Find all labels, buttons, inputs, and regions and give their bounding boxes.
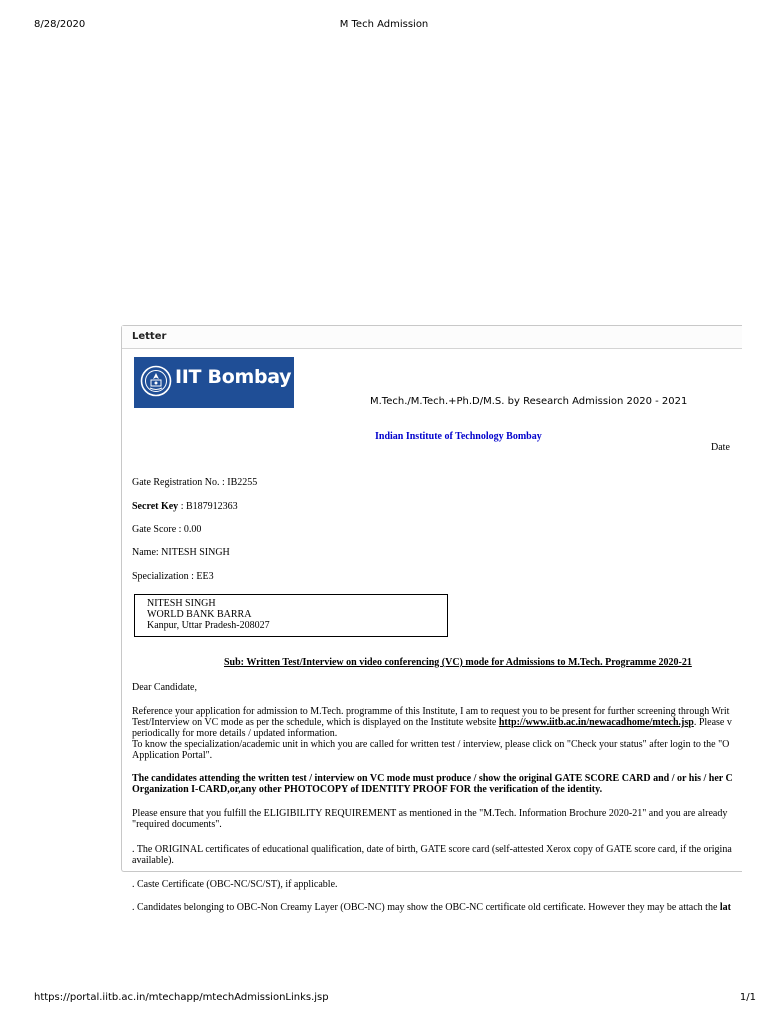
print-date: 8/28/2020 <box>34 19 86 30</box>
paragraph-id-proof <box>132 773 772 795</box>
institute-website-link[interactable]: http://www.iitb.ac.in/newacadhome/mtech.jsp <box>498 717 694 728</box>
print-url: https://portal.iitb.ac.in/mtechapp/mtechAdmissionLinks.jsp <box>34 992 329 1003</box>
institute-name: Indian Institute of Technology Bombay <box>375 431 542 442</box>
para-line: The candidates attending the written test / interview on VC mode must produce / show the original GATE SCORE CARD and / or his / her C <box>132 773 733 784</box>
letter-subject: Sub: Written Test/Interview on video conferencing (VC) mode for Admissions to M.Tech. Programme 2020-21 <box>224 657 692 668</box>
para-line: Reference your application for admission to M.Tech. programme of this Institute, I am to request you to be present for further screening through Writ <box>132 706 730 717</box>
para-line <box>132 717 772 728</box>
para-text: . Candidates belonging to OBC-Non Creamy Layer (OBC-NC) may show the OBC-NC certificate old certificate. However they may be attach the <box>132 902 720 913</box>
para-line: . The ORIGINAL certificates of educational qualification, date of birth, GATE score card (self-attested Xerox copy of GATE score card, if the origina <box>132 844 732 855</box>
address-line: NITESH SINGH <box>147 598 216 609</box>
address-box <box>134 594 448 637</box>
para-line: available). <box>132 855 174 866</box>
letter-panel <box>121 325 742 913</box>
para-text: Test/Interview on VC mode as per the schedule, which is displayed on the Institute website <box>132 717 499 728</box>
para-line: Please ensure that you fulfill the ELIGIBILITY REQUIREMENT as mentioned in the "M.Tech. Information Brochure 2020-21" and you are already <box>132 808 728 819</box>
para-line: Organization I-CARD,or,any other PHOTOCOPY of IDENTITY PROOF FOR the verification of the identity. <box>132 784 603 795</box>
logo-text: IIT Bombay <box>175 366 292 388</box>
paragraph-eligibility <box>132 808 772 830</box>
iitb-logo <box>134 357 294 408</box>
paragraph-reference <box>132 706 772 761</box>
paragraph-certificates <box>132 844 772 866</box>
secret-key <box>132 501 238 512</box>
para-text-bold: lat <box>719 902 731 913</box>
letter-body <box>122 349 742 913</box>
address-line: Kanpur, Uttar Pradesh-208027 <box>147 620 270 631</box>
address-line: WORLD BANK BARRA <box>147 609 252 620</box>
print-footer <box>0 992 768 1006</box>
para-line: To know the specialization/academic unit in which you are called for written test / interview, please click on "Check your status" after login to the "O <box>132 739 730 750</box>
paragraph-caste: . Caste Certificate (OBC-NC/SC/ST), if applicable. <box>132 879 338 890</box>
print-page-number: 1/1 <box>739 992 756 1003</box>
specialization: Specialization : EE3 <box>132 571 214 582</box>
gate-registration-no: Gate Registration No. : IB2255 <box>132 477 258 488</box>
date-label: Date <box>711 442 730 453</box>
salutation: Dear Candidate, <box>132 682 197 693</box>
para-line: Application Portal". <box>132 750 213 761</box>
secret-key-label: Secret Key <box>132 501 179 512</box>
iitb-seal-icon <box>140 365 172 397</box>
paragraph-obc <box>132 902 772 913</box>
para-line: periodically for more details / updated information. <box>132 728 338 739</box>
para-line: "required documents". <box>132 819 222 830</box>
secret-key-value: : B187912363 <box>178 501 238 512</box>
gate-score: Gate Score : 0.00 <box>132 524 202 535</box>
print-header <box>0 19 768 33</box>
para-text: . Please v <box>693 717 732 728</box>
print-title: M Tech Admission <box>339 19 429 30</box>
programme-title: M.Tech./M.Tech.+Ph.D/M.S. by Research Admission 2020 - 2021 <box>370 396 688 407</box>
panel-title: Letter <box>122 326 742 349</box>
candidate-name: Name: NITESH SINGH <box>132 547 230 558</box>
